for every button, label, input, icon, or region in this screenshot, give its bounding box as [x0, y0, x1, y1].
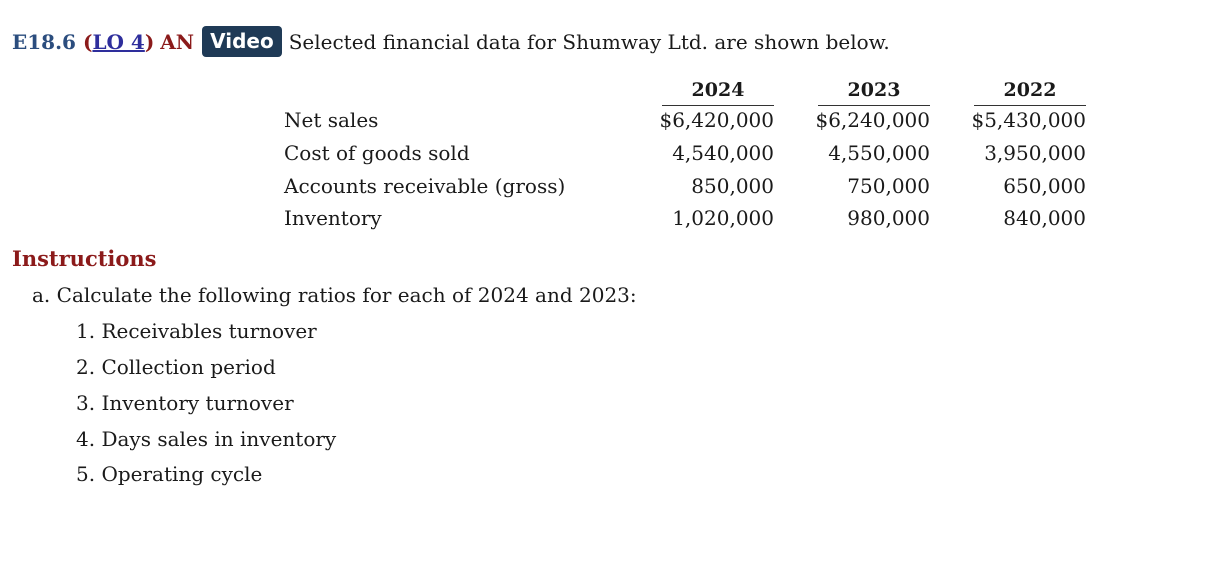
cell-inventory-2023: 980,000 [847, 206, 930, 230]
exercise-description: Selected financial data for Shumway Ltd. are shown below. [288, 29, 890, 54]
year-header-2023: 2023 [818, 79, 930, 106]
row-label-net-sales: Net sales [284, 108, 379, 132]
lo-close-paren: ) [144, 29, 155, 54]
row-label-inventory: Inventory [284, 206, 382, 230]
cell-ar-2023: 750,000 [847, 174, 930, 198]
learning-objective-link[interactable]: LO 4 [92, 29, 145, 54]
year-header-2022: 2022 [974, 79, 1086, 106]
cell-inventory-2024: 1,020,000 [672, 206, 774, 230]
difficulty-level: AN [160, 29, 195, 54]
exercise-header [12, 26, 890, 57]
cell-net-sales-2024: $6,420,000 [659, 108, 774, 132]
instruction-item-3: 3. Inventory turnover [76, 391, 294, 415]
cell-net-sales-2022: $5,430,000 [971, 108, 1086, 132]
instruction-part-a: a. Calculate the following ratios for each of 2024 and 2023: [32, 283, 637, 307]
lo-open-paren: ( [82, 29, 93, 54]
cell-cogs-2022: 3,950,000 [984, 141, 1086, 165]
instruction-item-5: 5. Operating cycle [76, 462, 263, 486]
cell-ar-2024: 850,000 [691, 174, 774, 198]
instruction-item-4: 4. Days sales in inventory [76, 427, 337, 451]
instruction-item-1: 1. Receivables turnover [76, 319, 317, 343]
cell-inventory-2022: 840,000 [1003, 206, 1086, 230]
cell-net-sales-2023: $6,240,000 [815, 108, 930, 132]
row-label-cogs: Cost of goods sold [284, 141, 470, 165]
instructions-heading: Instructions [12, 246, 157, 271]
instruction-item-2: 2. Collection period [76, 355, 276, 379]
learning-objective [83, 30, 154, 54]
exercise-number: E18.6 [12, 29, 76, 54]
year-header-2024: 2024 [662, 79, 774, 106]
cell-cogs-2024: 4,540,000 [672, 141, 774, 165]
video-button[interactable]: Video [202, 26, 282, 57]
row-label-accounts-receivable: Accounts receivable (gross) [284, 174, 566, 198]
cell-cogs-2023: 4,550,000 [828, 141, 930, 165]
cell-ar-2022: 650,000 [1003, 174, 1086, 198]
